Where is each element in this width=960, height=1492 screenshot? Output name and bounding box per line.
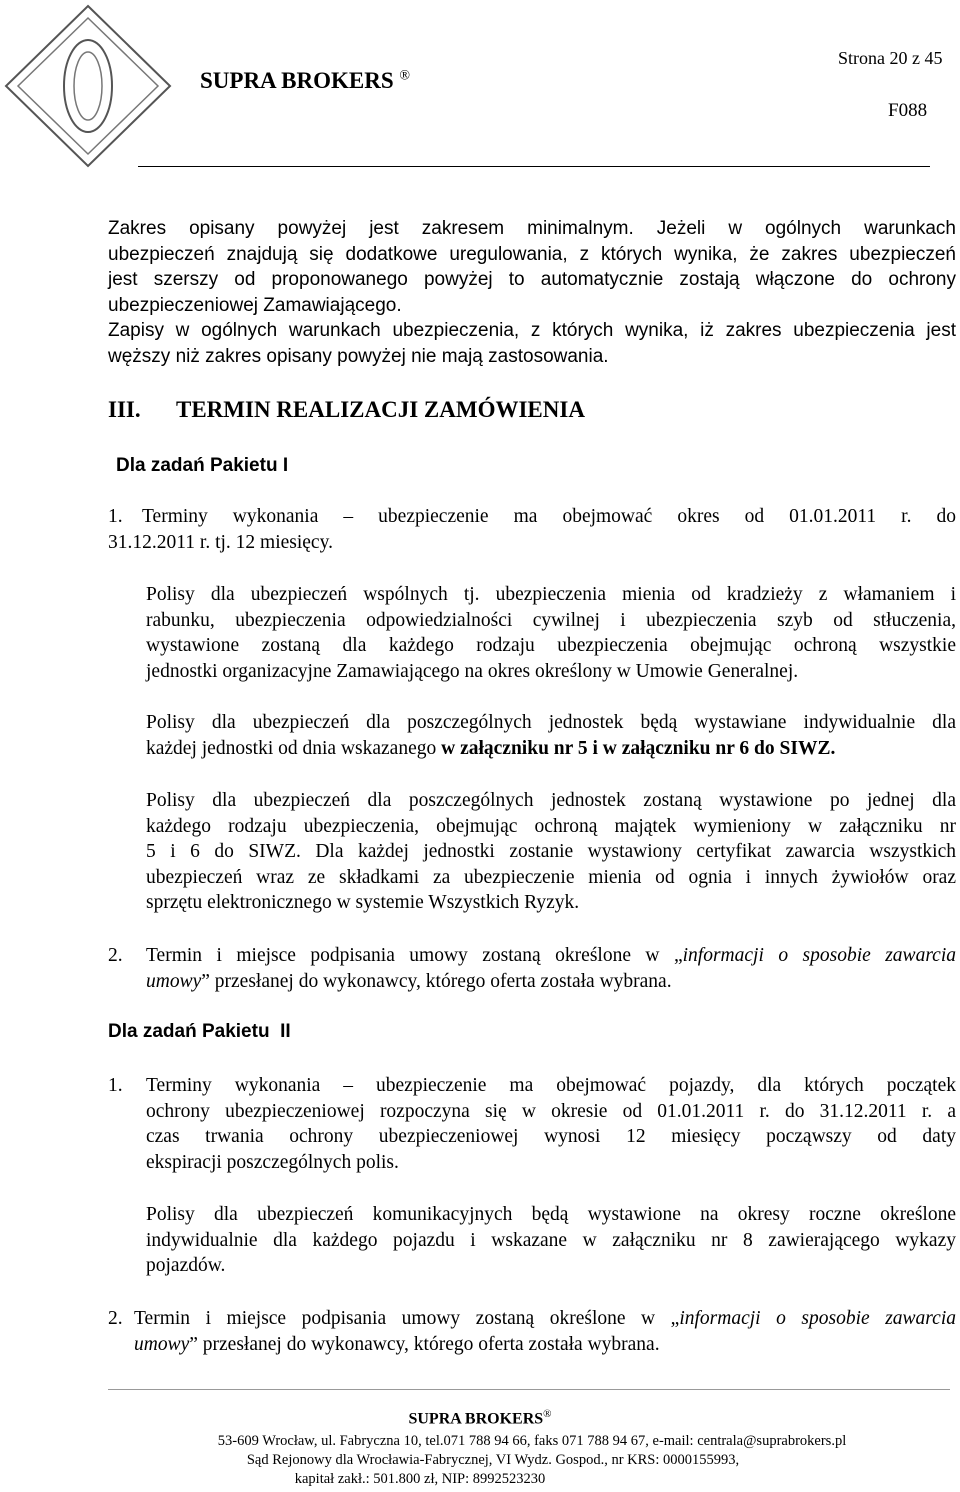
text-line: węższy niż zakres opisany powyżej nie mają zastosowania.	[108, 345, 609, 367]
footer-company-text: SUPRA BROKERS	[408, 1410, 544, 1428]
paragraph-scope-minimum	[108, 216, 956, 318]
text-plain: ” przesłanej do wykonawcy, którego oferta została wybrana.	[201, 970, 672, 992]
footer-registered-mark: ®	[543, 1408, 552, 1420]
header-company-name	[200, 68, 410, 94]
text-line: jednostki organizacyjne Zamawiającego na okres określony w Umowie Generalnej.	[146, 660, 799, 682]
text-line	[146, 736, 956, 762]
text-line: Zakres opisany powyżej jest zakresem minimalnym. Jeżeli w ogólnych warunkach	[108, 218, 956, 239]
footer-court-registration: Sąd Rejonowy dla Wrocławia-Fabrycznej, VI Wydz. Gospod., nr KRS: 0000155993,	[246, 1452, 740, 1468]
pakiet-1-item-2	[108, 943, 956, 994]
text-line: 31.12.2011 r. tj. 12 miesięcy.	[108, 531, 333, 553]
text-italic: umowy	[134, 1333, 190, 1355]
text-plain: każdej jednostki od dnia wskazanego	[146, 737, 442, 759]
footer-company-name	[0, 1408, 960, 1428]
registered-mark: ®	[399, 68, 411, 84]
header-divider	[138, 166, 930, 167]
text-line	[146, 969, 956, 995]
pakiet-2-polisy-komunikacyjne	[146, 1202, 956, 1279]
pakiet-1-polisy-indywidualne	[146, 710, 956, 761]
text-line: ekspiracji poszczególnych polis.	[146, 1151, 399, 1173]
text-line: Polisy dla ubezpieczeń dla poszczególnych jednostek będą wystawiane indywidualnie dla	[146, 712, 956, 733]
page-number: Strona 20 z 45	[838, 48, 943, 68]
section-heading	[108, 397, 585, 423]
text-line	[134, 1332, 956, 1358]
header-company-text: SUPRA BROKERS	[200, 68, 394, 93]
text-line: pojazdów.	[146, 1255, 226, 1276]
text-italic: umowy	[146, 970, 202, 992]
footer-address: 53-609 Wrocław, ul. Fabryczna 10, tel.071 788 94 66, faks 071 788 94 67, e-mail: centrala@suprabrokers.pl	[217, 1433, 847, 1449]
item-number: 1.	[108, 1075, 123, 1096]
footer-divider	[108, 1389, 950, 1390]
pakiet-1-polisy-jednostki	[146, 788, 956, 916]
text-line: sprzętu elektronicznego w systemie Wszystkich Ryzyk.	[146, 892, 580, 913]
text-bold-attachment-ref: w załączniku nr 5 i w załączniku nr 6 do SIWZ.	[441, 737, 836, 759]
section-number: III.	[108, 397, 141, 422]
text-plain: Termin i miejsce podpisania umowy zostaną określone w „	[146, 945, 683, 966]
text-line: indywidualnie dla każdego pojazdu i wskazane w załączniku nr 8 zawierającego wykazy	[146, 1229, 956, 1251]
item-number: 2.	[108, 1308, 123, 1329]
text-line: Polisy dla ubezpieczeń komunikacyjnych będą wystawione na okresy roczne określone	[146, 1204, 956, 1225]
pakiet-2-item-1	[108, 1073, 956, 1175]
text-line: Terminy wykonania – ubezpieczenie ma obejmować okres od 01.01.2011 r. do	[142, 506, 956, 527]
item-number: 1.	[108, 506, 123, 527]
pakiet-2-heading: Dla zadań Pakietu II	[108, 1021, 291, 1042]
section-title: TERMIN REALIZACJI ZAMÓWIENIA	[176, 397, 585, 422]
text-line: rabunku, ubezpieczenia odpowiedzialności cywilnej i ubezpieczenia szyb od stłuczenia,	[146, 609, 956, 631]
text-line: ochrony ubezpieczeniowej rozpoczyna się w okresie od 01.01.2011 r. do 31.12.2011 r. a	[146, 1100, 956, 1122]
text-line: wystawione zostaną dla każdego rodzaju ubezpieczenia obejmując ochroną wszystkie	[146, 635, 956, 656]
text-plain: Termin i miejsce podpisania umowy zostaną określone w „	[134, 1308, 680, 1329]
text-italic: informacji o sposobie zawarcia	[682, 945, 957, 966]
text-line: ubezpieczeń wraz ze składkami za ubezpieczenie mienia od ognia i innych żywiołów oraz	[146, 866, 956, 888]
pakiet-1-heading: Dla zadań Pakietu I	[116, 455, 289, 476]
paragraph-narrower-scope	[108, 318, 956, 369]
item-number: 2.	[108, 945, 123, 966]
text-line: jest szerszy od proponowanego powyżej to automatycznie zostają włączone do ochrony	[108, 269, 956, 290]
footer-capital-nip: kapitał zakł.: 501.800 zł, NIP: 8992523230	[294, 1471, 546, 1487]
text-line: ubezpieczeniowej Zamawiającego.	[108, 294, 402, 316]
text-line: ubezpieczeń znajdują się dodatkowe uregulowania, z których wynika, że zakres ubezpieczeń	[108, 243, 956, 265]
pakiet-1-polisy-wspolne	[146, 582, 956, 684]
text-line: 5 i 6 do SIWZ. Dla każdej jednostki zostanie wystawiony certyfikat zawarcia wszystkich	[146, 841, 956, 862]
text-line: Terminy wykonania – ubezpieczenie ma obejmować pojazdy, dla których początek	[146, 1075, 956, 1096]
text-line: Polisy dla ubezpieczeń wspólnych tj. ubezpieczenia mienia od kradzieży z włamaniem i	[146, 584, 956, 605]
text-line: Polisy dla ubezpieczeń dla poszczególnych jednostek zostaną wystawione po jednej dla	[146, 790, 956, 811]
document-code: F088	[888, 100, 928, 121]
text-line	[146, 943, 956, 969]
pakiet-2-item-2	[108, 1306, 956, 1357]
pakiet-1-item-1	[108, 504, 956, 555]
text-line: Zapisy w ogólnych warunkach ubezpieczenia, z których wynika, iż zakres ubezpieczenia jest	[108, 320, 956, 341]
text-line: czas trwania ochrony ubezpieczeniowej wynosi 12 miesięcy począwszy od daty	[146, 1126, 956, 1147]
text-line	[134, 1306, 956, 1332]
company-logo	[0, 0, 190, 180]
text-plain: ” przesłanej do wykonawcy, którego oferta została wybrana.	[189, 1333, 660, 1355]
text-line: każdego rodzaju ubezpieczenia, obejmując ochroną majątek wymieniony w załączniku nr	[146, 815, 956, 837]
text-italic: informacji o sposobie zawarcia	[679, 1308, 956, 1329]
